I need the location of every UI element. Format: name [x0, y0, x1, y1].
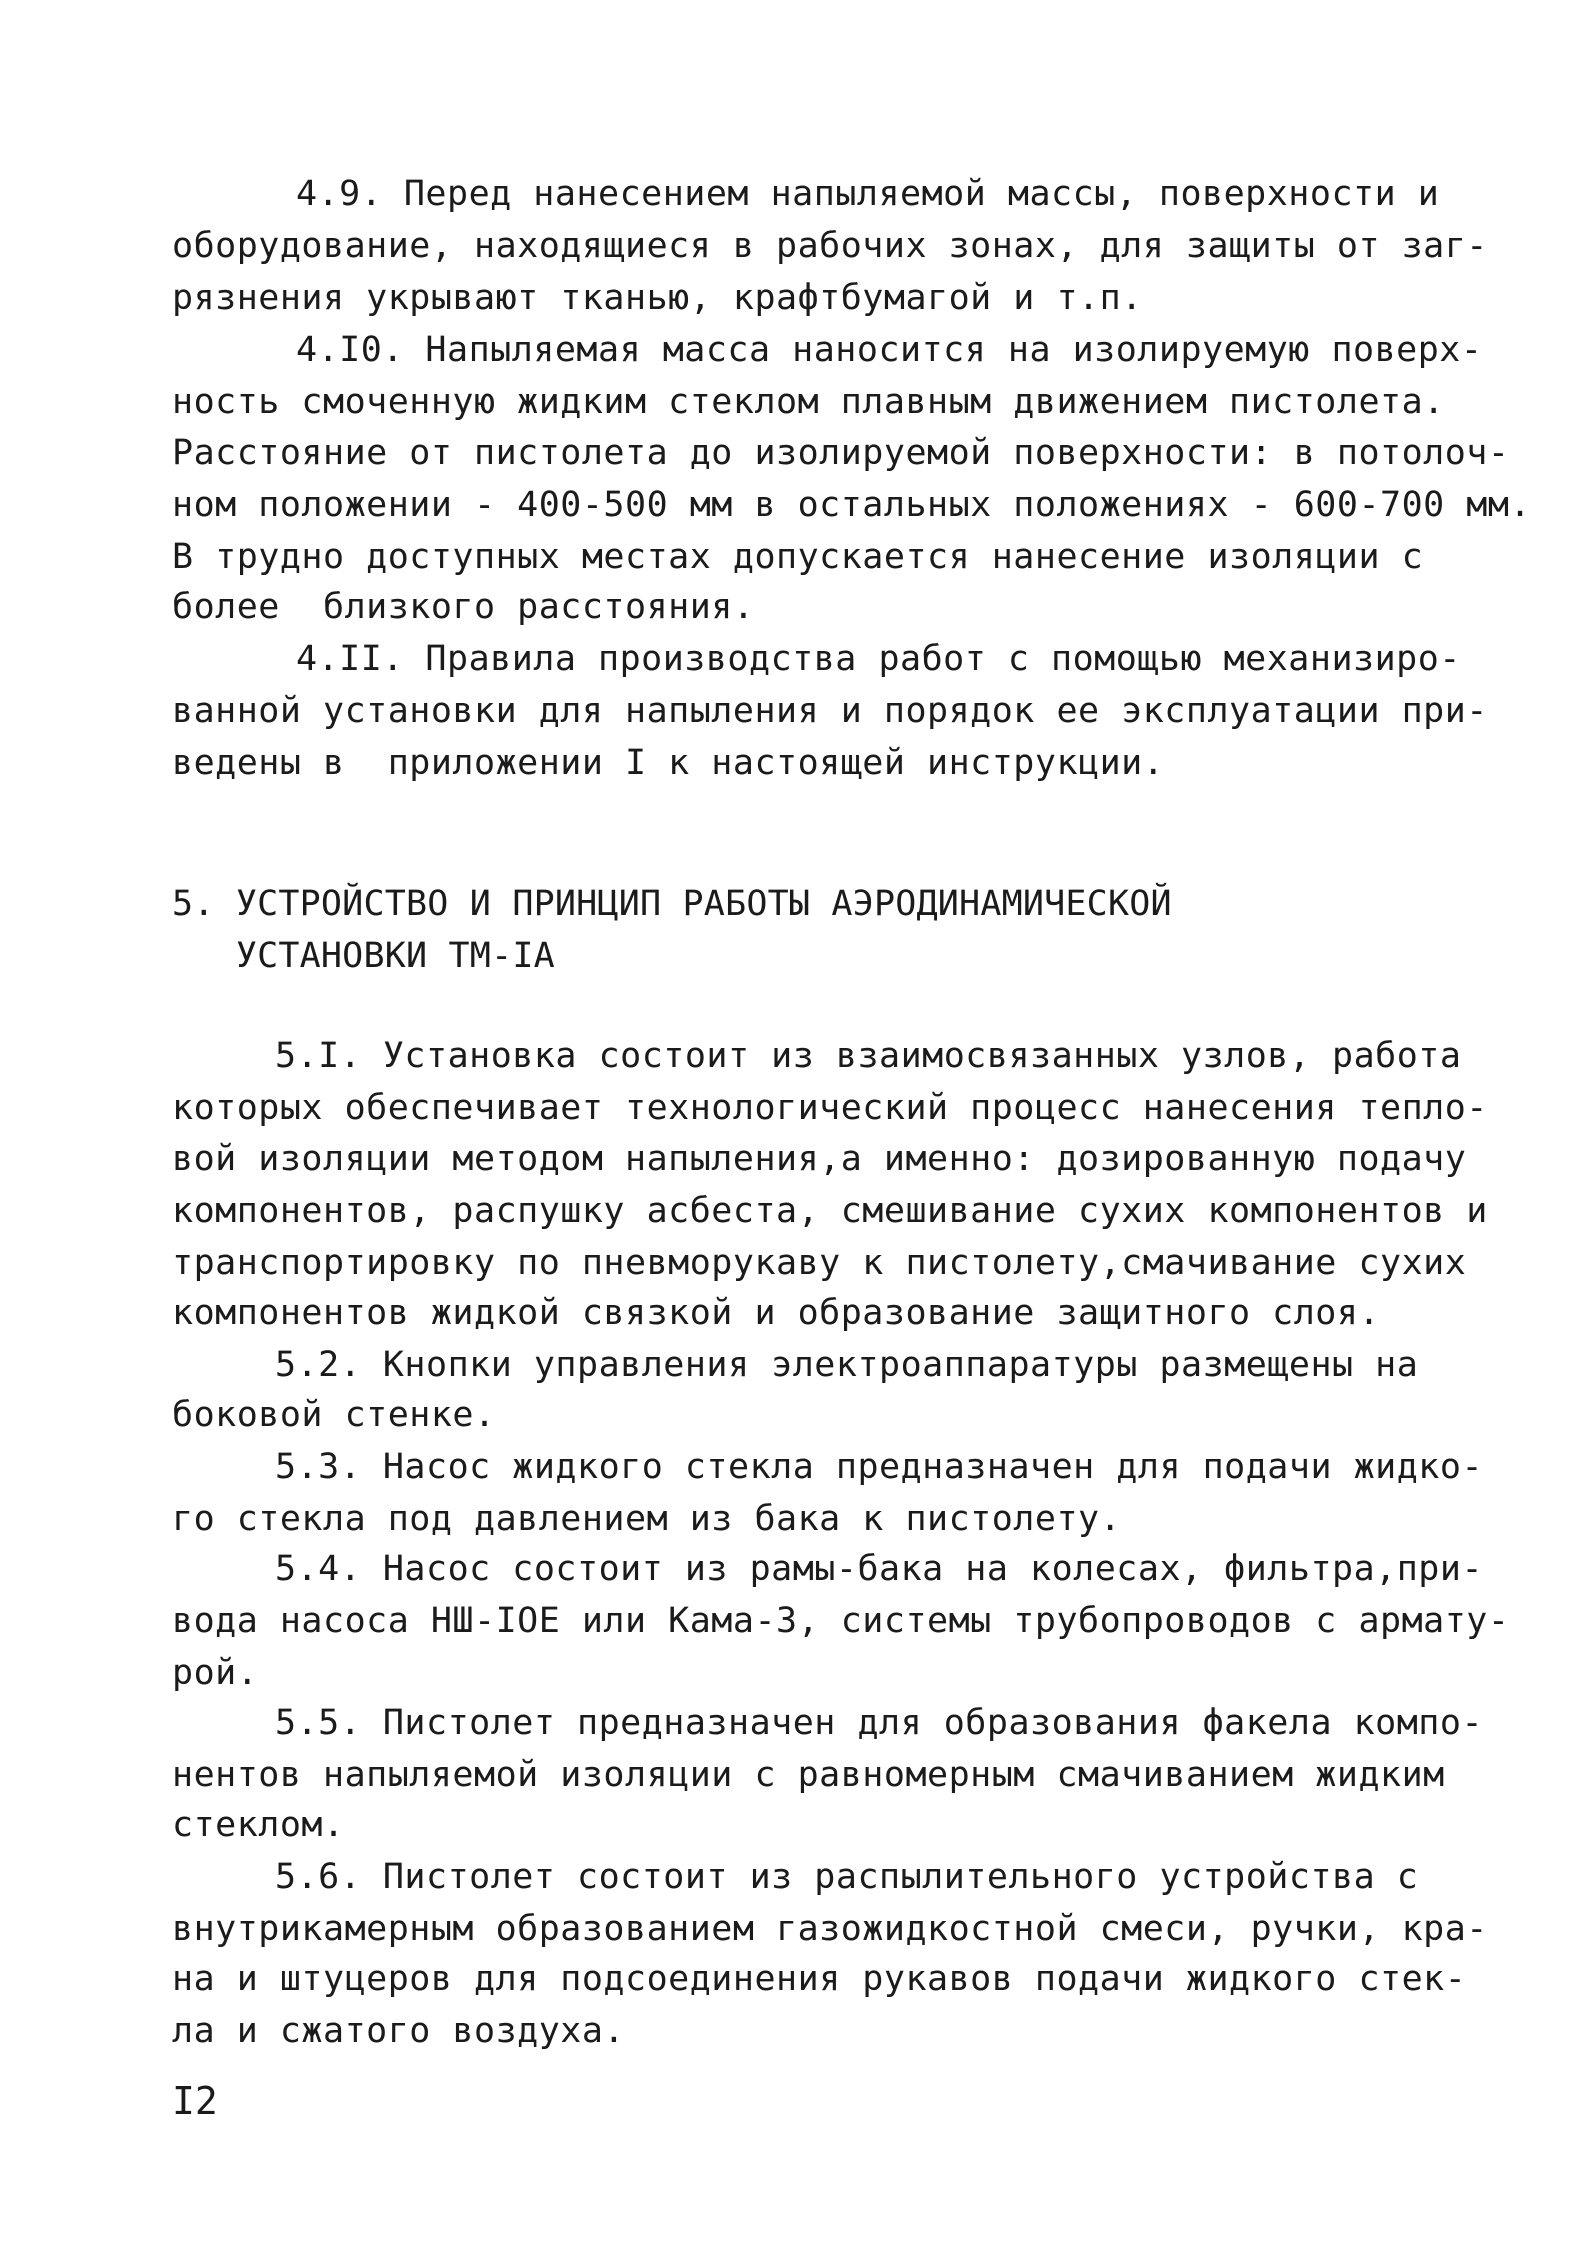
- text-line: рязнения укрывают тканью, крафтбумагой и т.п.: [172, 278, 1143, 318]
- text-line: боковой стенке.: [172, 1395, 496, 1435]
- text-line: транспортировку по пневморукаву к пистолету,смачивание сухих: [172, 1243, 1467, 1283]
- text-line: внутрикамерным образованием газожидкостной смеси, ручки, кра-: [172, 1909, 1488, 1949]
- text-line: оборудование, находящиеся в рабочих зонах, для защиты от заг-: [172, 226, 1488, 266]
- text-line: 4.II. Правила производства работ с помощью механизиро-: [296, 639, 1461, 679]
- text-line: вой изоляции методом напыления,а именно: дозированную подачу: [172, 1139, 1467, 1179]
- text-line: 5.I. Установка состоит из взаимосвязанных узлов, работа: [275, 1036, 1462, 1076]
- text-line: вода насоса НШ-IОЕ или Кама-3, системы трубопроводов с армату-: [172, 1601, 1510, 1641]
- text-line: Расстояние от пистолета до изолируемой поверхности: в потолоч-: [172, 433, 1510, 473]
- text-line: ность смоченную жидким стеклом плавным движением пистолета.: [172, 382, 1445, 422]
- text-line: ном положении - 400-500 мм в остальных положениях - 600-700 мм.: [172, 485, 1532, 525]
- text-line: рой.: [172, 1653, 259, 1693]
- section-heading-line: УСТАНОВКИ ТМ-IА: [172, 936, 555, 976]
- text-line: ванной установки для напыления и порядок ее эксплуатации при-: [172, 691, 1488, 731]
- text-line: В трудно доступных местах допускается нанесение изоляции с: [172, 537, 1424, 577]
- text-line: ла и сжатого воздуха.: [172, 2011, 626, 2051]
- text-line: более близкого расстояния.: [172, 587, 755, 627]
- text-line: стеклом.: [172, 1805, 345, 1845]
- section-heading-line: 5. УСТРОЙСТВО И ПРИНЦИП РАБОТЫ АЭРОДИНАМИЧЕСКОЙ: [172, 884, 1172, 924]
- text-line: которых обеспечивает технологический процесс нанесения тепло-: [172, 1088, 1488, 1128]
- text-line: го стекла под давлением из бака к пистолету.: [172, 1499, 1122, 1539]
- page-number: I2: [172, 2079, 218, 2123]
- text-line: 5.6. Пистолет состоит из распылительного устройства с: [275, 1857, 1419, 1897]
- text-line: компонентов жидкой связкой и образование защитного слоя.: [172, 1293, 1381, 1333]
- text-line: нентов напыляемой изоляции с равномерным смачиванием жидким: [172, 1755, 1445, 1795]
- text-line: 4.9. Перед нанесением напыляемой массы, поверхности и: [296, 174, 1440, 214]
- text-line: 4.I0. Напыляемая масса наносится на изолируемую поверх-: [296, 330, 1483, 370]
- text-line: 5.4. Насос состоит из рамы-бака на колесах, фильтра,при-: [275, 1549, 1484, 1589]
- text-line: 5.3. Насос жидкого стекла предназначен для подачи жидко-: [275, 1447, 1484, 1487]
- text-line: 5.2. Кнопки управления электроаппаратуры размещены на: [275, 1345, 1419, 1385]
- text-line: ведены в приложении I к настоящей инструкции.: [172, 743, 1165, 783]
- text-line: 5.5. Пистолет предназначен для образования факела компо-: [275, 1703, 1484, 1743]
- text-line: компонентов, распушку асбеста, смешивание сухих компонентов и: [172, 1191, 1488, 1231]
- text-line: на и штуцеров для подсоединения рукавов подачи жидкого стек-: [172, 1959, 1467, 1999]
